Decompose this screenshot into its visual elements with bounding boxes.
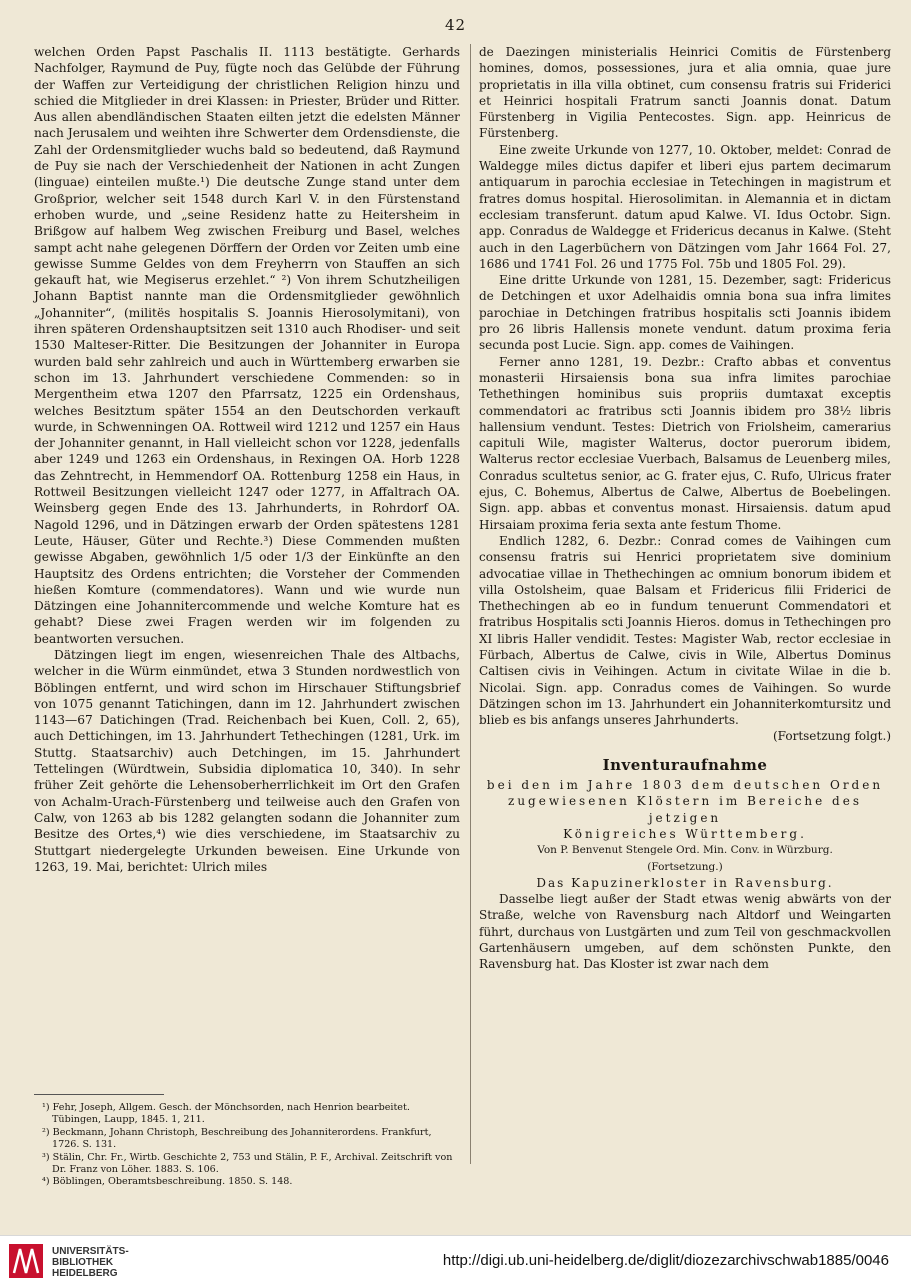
right-column <box>479 44 891 973</box>
library-name-line-1: UNIVERSITÄTS- <box>52 1246 129 1257</box>
footnote-2: ²) Beckmann, Johann Christoph, Beschreibung des Johanniterordens. Frankfurt, 1726. S. 131. <box>42 1126 432 1151</box>
library-name-line-3: HEIDELBERG <box>52 1268 118 1279</box>
section-subtitle-2: Königreiches Württemberg. <box>563 826 807 841</box>
footnote-4: ⁴) Böblingen, Oberamtsbeschreibung. 1850. S. 148. <box>42 1176 293 1188</box>
right-paragraph-6: Dasselbe liegt außer der Stadt etwas wenig abwärts von der Straße, welche von Ravensburg nach Altdorf und Weingarten führt, durchaus von Lustgärten und zum Teil von geschmackvollen Gartenhäusern umgeben, auf dem schönsten Punkte, den Ravensburg hat. Das Kloster ist zwar nach dem <box>479 892 891 972</box>
university-seal-icon <box>8 1243 44 1279</box>
left-paragraph-2: Dätzingen liegt im engen, wiesenreichen Thale des Altbachs, welcher in die Würm einmündet, etwa 3 Stunden nordwestlich von Böblingen entfernt, und wird schon im Hirschauer Stiftungsbrief von 1075 genannt Tatichingen, dann im 12. Jahrhundert zwischen 1143—67 Datichingen (Trad. Reichenbach bei Kuen, Coll. 2, 65), auch Dettichingen, im 13. Jahrhundert Tethechingen (1281, Urk. im Stuttg. Staatsarchiv) auch Detchingen, im 15. Jahrhundert Tettelingen (Würdtwein, Subsidia diplomatica 10, 340). In sehr früher Zeit gehörte die Lehensoberherrlichkeit im Ort den Grafen von Achalm-Urach-Fürstenberg und teilweise auch den Grafen von Calw, von 1263 ab bis 1282 gelangten sodann die Johanniter zum Besitze des Ortes,⁴) wie dies verschiedene, im Staatsarchiv zu Stuttgart niedergelegte Urkunden beweisen. Eine Urkunde von 1263, 19. Mai, berichtet: Ulrich miles <box>34 647 460 874</box>
page-number: 42 <box>444 16 467 34</box>
library-name-line-2: BIBLIOTHEK <box>52 1257 114 1268</box>
left-column <box>34 44 460 875</box>
footnotes <box>34 1102 460 1189</box>
column-divider <box>470 44 471 1164</box>
section-subtitle-1: bei den im Jahre 1803 dem deutschen Orden zugewiesenen Klöstern im Bereiche des jetzigen <box>486 778 884 825</box>
library-name <box>52 1246 129 1279</box>
right-paragraph-4: Ferner anno 1281, 19. Dezbr.: Crafto abbas et conventus monasterii Hirsaiensis bona sua infra limites parochiae Tethethingen hominibus suis propriis dumtaxat exceptis commendatori ac fratribus scti Joannis ibidem pro 38½ libris hallensium vendunt. Testes: Dietrich von Friolsheim, camerarius capituli Wile, magister Walterus, doctor puerorum ibidem, Walterus rector ecclesiae Vuerbach, Balsamus de Leuenberg miles, Conradus scultetus senior, ac G. frater ejus, C. Rufo, Ulricus frater ejus, C. Bohemus, Albertus de Calwe, Albertus de Boebelingen. Sign. app. abbas et conventus monast. Hirsaiensis. datum apud Hirsaiam proxima feria sexta ante festum Thome. <box>479 354 891 532</box>
left-paragraph-1: welchen Orden Papst Paschalis II. 1113 bestätigte. Gerhards Nachfolger, Raymund de Puy, fügte noch das Gelübde der Führung der Waffen zur Verteidigung der christlichen Religion hinzu und schied die Mitglieder in drei Klassen: in Priester, Brüder und Ritter. Aus allen abendländischen Staaten eilten jetzt die edelsten Männer nach Jerusalem und weihten ihre Schwerter dem Ordensdienste, die Zahl der Ordensmitglieder wuchs bald so bedeutend, daß Raymund de Puy sie nach der Verschiedenheit der Nationen in acht Zungen (linguae) einteilen mußte.¹) Die deutsche Zunge stand unter dem Großprior, welcher seit 1548 durch Karl V. in den Fürstenstand erhoben wurde, und „seine Residenz hatte zu Heitersheim in Brißgow auf halbem Weg zwischen Freiburg und Basel, welches sampt acht nahe gelegenen Dörffern der Orden vor Zeiten umb eine gewisse Summe Geldes von dem Freyherrn von Stauffen an sich gekauft hat, wie Megiserus erzehlet.“ ²) Von ihrem Schutzheiligen Johann Baptist nannte man die Ordensmitglieder gewöhnlich „Johanniter“, (militës hospitalis S. Joannis Hierosolymitani), von ihren späteren Ordenshauptsitzen seit 1310 auch Rhodiser- und seit 1530 Malteser-Ritter. Die Besitzungen der Johanniter in Europa wurden bald sehr zahlreich und auch in Württemberg erwarben sie schon im 13. Jahrhundert verschiedene Commenden: so in Mergentheim etwa 1207 den Pfarrsatz, 1225 ein Ordenshaus, welches Besitztum später 1554 an den Deutschorden verkauft wurde, in Schwenningen OA. Rottweil wird 1212 und 1257 ein Haus der Johanniter genannt, in Hall vielleicht schon vor 1228, jedenfalls aber 1249 und 1263 ein Ordenshaus, in Rexingen OA. Horb 1228 das Zehntrecht, in Hemmendorf OA. Rottenburg 1258 ein Haus, in Rottweil Besitzungen vielleicht 1247 oder 1277, in Affaltrach OA. Weinsberg gegen Ende des 13. Jahrhunderts, in Rohrdorf OA. Nagold 1296, und in Dätzingen erwarb der Orden spätestens 1281 Leute, Häuser, Güter und Rechte.³) Diese Commenden mußten gewisse Abgaben, gewöhnlich 1/5 oder 1/3 der Einkünfte an den Hauptsitz des Ordens entrichten; die Vorsteher der Commenden hießen Komture (commendatores). Wann und wie wurde nun Dätzingen eine Johannitercommende und welche Komture hat es gehabt? Diese zwei Fragen werden wir im folgenden zu beantworten versuchen. <box>34 45 460 646</box>
footnote-3: ³) Stälin, Chr. Fr., Wirtb. Geschichte 2, 753 und Stälin, P. F., Archival. Zeitschrift von Dr. Franz von Löher. 1883. S. 106. <box>42 1151 453 1176</box>
subsection-heading: Das Kapuzinerkloster in Ravensburg. <box>536 875 834 890</box>
section-title: Inventuraufnahme <box>602 755 768 774</box>
section-continued: (Fortsetzung.) <box>647 860 723 873</box>
footnote-1: ¹) Fehr, Joseph, Allgem. Gesch. der Mönchsorden, nach Henrion bearbeitet. Tübingen, Laupp, 1845. 1, 211. <box>42 1102 410 1126</box>
section-author: Von P. Benvenut Stengele Ord. Min. Conv. in Würzburg. <box>537 844 833 857</box>
right-paragraph-3: Eine dritte Urkunde von 1281, 15. Dezember, sagt: Fridericus de Detchingen et uxor Adelhaidis omnia bona sua infra limites parochiae in Detchingen fratribus hospitalis scti Joannis ibidem pro 26 libris Hallensis monete vendunt. datum proxima feria secunda post Lucie. Sign. app. comes de Vaihingen. <box>479 273 891 353</box>
footnote-rule <box>34 1094 164 1095</box>
right-paragraph-2: Eine zweite Urkunde von 1277, 10. Oktober, meldet: Conrad de Waldegge miles dictus dapifer et liberi ejus partem decimarum antiquarum in parochia ecclesiae in Tetechingen in magistrum et fratres domus hospital. Hierosolimitan. in Alemannia et in dictam ecclesiam transferunt. datum apud Kalwe. VI. Idus Octobr. Sign. app. Conradus de Waldegge et Fridericus decanus in Kalwe. (Steht auch in den Lagerbüchern von Dätzingen vom Jahr 1664 Fol. 27, 1686 und 1741 Fol. 26 und 1775 Fol. 75b und 1805 Fol. 29). <box>479 142 891 271</box>
viewer-footer <box>0 1235 911 1287</box>
continuation-note: (Fortsetzung folgt.) <box>773 729 891 744</box>
right-paragraph-1: de Daezingen ministerialis Heinrici Comitis de Fürstenberg homines, domos, possessiones, jura et alia omnia, quae jure proprietatis in illa villa obtinet, cum consensu fratris sui Friderici et Heinrici hospitali Fratrum sancti Joannis donat. Datum Fürstenberg in Vigilia Pentecostes. Sign. app. Heinricus de Fürstenberg. <box>479 45 891 141</box>
right-paragraph-5: Endlich 1282, 6. Dezbr.: Conrad comes de Vaihingen cum consensu fratris sui Henrici proprietatem sive dominium advocatiae villae in Thethechingen ac omnium bonorum ibidem et villa Ostolsheim, quae Balsam et Fridericus filii Friderici de Thethechingen ab eo in fundum tenuerunt Commendatori et fratribus Hospitalis scti Joannis Hieros. domus in Tethechingen pro XI libris Haller vendidit. Testes: Magister Wab, rector ecclesiae in Fürbach, Albertus de Calwe, civis in Wile, Albertus Dominus Caltisen civis in Veihingen. Actum in civitate Wilae in die b. Nicolai. Sign. app. Conradus comes de Vaihingen. So wurde Dätzingen schon im 13. Jahrhundert ein Johanniterkomtursitz und blieb es bis anfangs unseres Jahrhunderts. <box>479 533 891 728</box>
source-url-link[interactable]: http://digi.ub.uni-heidelberg.de/diglit/diozezarchivschwab1885/0046 <box>442 1252 889 1269</box>
